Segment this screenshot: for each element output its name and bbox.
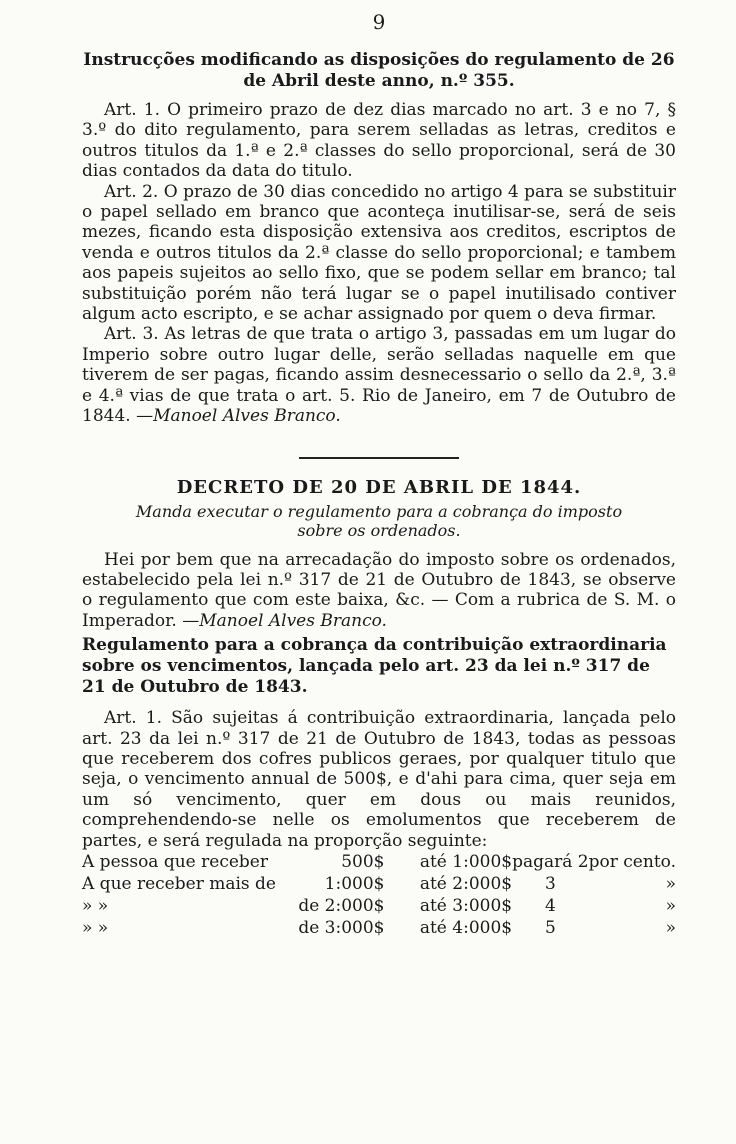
- tier-from: de 2:000$: [298, 895, 385, 916]
- article-1: Art. 1. O primeiro prazo de dez dias marcado no art. 3 e no 7, § 3.º do dito regulamento, para serem selladas as letras, creditos e outros titulos da 1.ª e 2.ª classes do sello proporcional, será de 30 dias contados da data do titulo.: [82, 100, 676, 182]
- tier-who: » »: [82, 917, 109, 938]
- tier-unit: »: [665, 895, 676, 916]
- page-number: 9: [372, 10, 386, 34]
- tier-row: [82, 851, 676, 873]
- tier-unit: por cento.: [588, 851, 676, 872]
- tier-who: » »: [82, 895, 109, 916]
- article-3-signature: Manoel Alves Branco.: [153, 406, 341, 427]
- decree-subtitle: Manda executar o regulamento para a cobrança do imposto sobre os ordenados.: [135, 501, 623, 540]
- tier-who: A pessoa que receber: [82, 851, 268, 872]
- tier-rate: 5: [544, 917, 556, 938]
- tier-to: até 3:000$: [419, 895, 513, 916]
- tier-who: A que receber mais de: [82, 873, 276, 894]
- decree-body: [82, 550, 676, 632]
- tier-rate: 4: [544, 895, 556, 916]
- tier-unit: »: [665, 873, 676, 894]
- regulation-heading: Regulamento para a cobrança da contribuição extraordinaria sobre os vencimentos, lançada pelo art. 23 da lei n.º 317 de 21 de Outubro de 1843.: [82, 635, 667, 698]
- article-3-text: Art. 3. As letras de que trata o artigo 3, passadas em um lugar do Imperio sobre outro lugar delle, serão selladas naquelle em que tiverem de ser pagas, ficando assim desnecessario o sello da 2.ª, 3.ª e 4.ª vias de que trata o art. 5. Rio de Janeiro, em 7 de Outubro de 1844. —: [82, 324, 676, 427]
- tier-row: [82, 895, 676, 917]
- tier-to: até 4:000$: [419, 917, 513, 938]
- contribution-rate-table: [82, 851, 676, 939]
- tier-row: [82, 873, 676, 895]
- tier-unit: »: [665, 917, 676, 938]
- regulation-article-1: Art. 1. São sujeitas á contribuição extraordinaria, lançada pelo art. 23 da lei n.º 317 de 21 de Outubro de 1843, todas as pessoas que receberem dos cofres publicos geraes, por qualquer titulo que seja, o vencimento annual de 500$, e d'ahi para cima, quer seja em um só vencimento, quer em dous ou mais reunidos, comprehendendo-se nelle os emolumentos que receberem de partes, e será regulada na proporção seguinte:: [82, 708, 676, 851]
- instructions-heading: Instrucções modificando as disposições do regulamento de 26 de Abril deste anno, n.º 355.: [83, 50, 675, 91]
- tier-from: 1:000$: [324, 873, 385, 894]
- decree-title: DECRETO DE 20 DE ABRIL DE 1844.: [176, 476, 582, 498]
- tier-to: até 1:000$: [419, 851, 513, 872]
- decree-body-text: Hei por bem que na arrecadação do imposto sobre os ordenados, estabelecido pela lei n.º 317 de 21 de Outubro de 1843, se observe o regulamento que com este baixa, &c. — Com a rubrica de S. M. o Imperador. —: [82, 549, 676, 631]
- tier-rate: 3: [544, 873, 556, 894]
- article-2: Art. 2. O prazo de 30 dias concedido no artigo 4 para se substituir o papel sellado em branco que aconteça inutilisar-se, será de seis mezes, ficando esta disposição extensiva aos creditos, escriptos de venda e outros titulos da 2.ª classe do sello proporcional; e tambem aos papeis sujeitos ao sello fixo, que se podem sellar em branco; tal substituição porém não terá lugar se o papel inutilisado contiver algum acto escripto, e se achar assignado por quem o deva firmar.: [82, 181, 676, 325]
- decree-signature: Manoel Alves Branco.: [199, 610, 387, 631]
- document-page: [82, 10, 676, 939]
- tier-rate: pagará 2: [512, 851, 589, 872]
- tier-to: até 2:000$: [419, 873, 513, 894]
- section-divider: [299, 457, 459, 459]
- tier-from: de 3:000$: [298, 917, 385, 938]
- tier-from: 500$: [341, 851, 385, 872]
- article-3: [82, 324, 676, 426]
- tier-row: [82, 917, 676, 939]
